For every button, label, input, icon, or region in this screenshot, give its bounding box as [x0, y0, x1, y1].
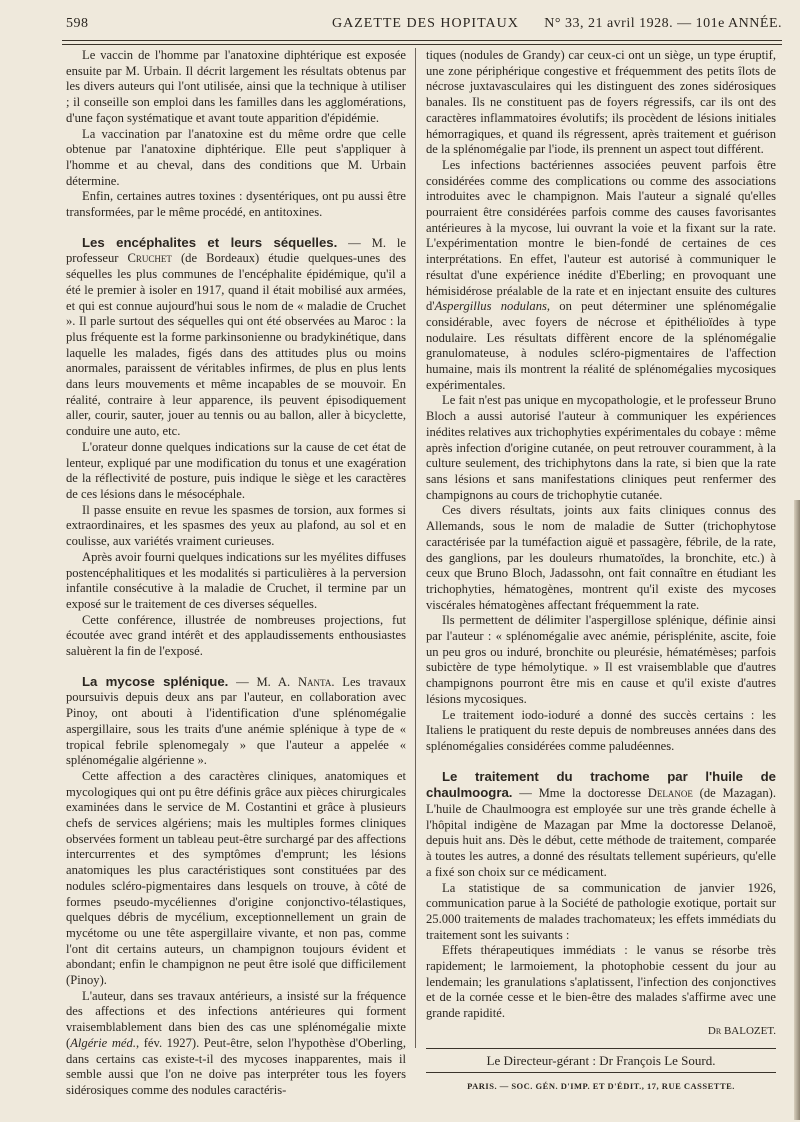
right-column [426, 48, 776, 1095]
section-intro: — M. le professeur [66, 235, 406, 266]
paragraph: La statistique de sa communication de janvier 1926, communication parue à la Société de pathologie exotique, portait sur 25.000 traitements de malades trachomateux; les effets immédiats du traitement sont les suivants : [426, 880, 776, 942]
paragraph: Effets thérapeutiques immédiats : le vanus se résorbe très rapidement; le larmoiement, la photophobie cessent du jour au lendemain; les granulations s'aplatissent, l'infection des conjonctives et de la cornée cesse et le bien-être des malades s'affirme avec une grande rapidité. [426, 943, 776, 1021]
page-edge-shadow [794, 500, 800, 1120]
section-trachome [426, 769, 776, 881]
left-column [66, 48, 406, 1099]
paragraph: L'orateur donne quelques indications sur la cause de cet état de lenteur, expliqué par une modification du tonus et une exagération de la réflectivité de posture, puis indique le siège et les caractères de ces lésions dans le mésocéphale. [66, 439, 406, 501]
paragraph-text: , on peut déterminer une splénomégalie considérable, avec foyers de nécrose et épithélioïdes à type nodulaire. Les résultats diffèrent encore de la splénomégalie granulomateuse, à nodules scléro-pigmentaires de l'affection humaine, mais ils montrent la réalité de splénomégalies mycosiques expérimentales. [426, 299, 776, 392]
footer-rule-thin [426, 1072, 776, 1073]
paragraph-text: . Les travaux poursuivis depuis deux ans par l'auteur, en collaboration avec Pinoy, ont abouti à l'identification d'une splénomégalie aspergillaire, sous les traits d'une anémie splénique à type de « tropical febrile splenomegaly » que l'auteur a appelée « splénomégalie algérienne ». [66, 674, 406, 768]
citation: Algérie méd. [70, 1035, 136, 1050]
header-rule-thin [62, 44, 782, 45]
paragraph: Enfin, certaines autres toxines : dysentériques, ont pu aussi être transformées, par le même procédé, en antitoxines. [66, 189, 406, 220]
footer-rule [426, 1048, 776, 1049]
paragraph-text: L'auteur, dans ses travaux antérieurs, a insisté sur la fréquence des affections et des infections antérieures qui forment vraisemblablement dans bien des cas une splénomégalie mixte ( [66, 988, 406, 1050]
section-title: Le traitement du trachome par l'huile de chaulmoogra. [426, 768, 776, 801]
paragraph [66, 989, 406, 1099]
author-name: Cruchet [127, 251, 172, 266]
section-intro: — Mme la doctoresse [512, 786, 648, 801]
paragraph: Cette affection a des caractères cliniques, anatomiques et mycologiques qui ont pu être définis grâce aux pièces chirurgicales examinées dans le service de M. Costantini et grâce à plusieurs chefs de services algériens; mais les multiples formes cliniques observées forment un tableau peut-être surchargé par des affections intercurrentes et des symptômes d'emprunt; les lésions anatomiques les plus caractéristiques sont constituées par des nodules scléro-pigmentaires dans lesquels on trouve, à côté de formes pseudo-mycéliennes d'origine conjonctivo-télastiques, quelques débris de mycélium, exceptionnellement un grain de mycétome ou une tête aspergillaire vivante, et non pas, comme l'ont dit certains auteurs, un champignon toujours évident et abondant; enfin le champignon ne peut être isolé que difficilement (Pinoy). [66, 768, 406, 988]
issue-info: N° 33, 21 avril 1928. — 101e ANNÉE. [544, 16, 782, 31]
author-name: Nanta [297, 674, 332, 689]
paragraph: Il passe ensuite en revue les spasmes de torsion, aux formes si extraordinaires, et les spasmes des yeux au plafond, au sol et en coulisse, aux variétés vraiment curieuses. [66, 502, 406, 549]
header-rule [62, 40, 782, 41]
footer-printer: PARIS. — SOC. GÉN. D'IMP. ET D'ÉDIT., 17, RUE CASSETTE. [467, 1081, 735, 1092]
paragraph: Après avoir fourni quelques indications sur les myélites diffuses postencéphalitiques et les modalités si particulières à la perversion infantile consécutive à la maladie de Cruchet, il termine par un exposé sur le traitement de ces diverses séquelles. [66, 549, 406, 611]
paragraph-text: Les infections bactériennes associées peuvent parfois être considérées comme des complications ou comme des associations introduites avec le champignon. Mais l'auteur a signalé qu'elles pourraient être considérées parfois comme des causes favorisantes antérieures à la mycose, lui ouvrant la voie et la fixant sur la rate. L'expérimentation montre le bien-fondé de certaines de ces interprétations. En effet, l'auteur est autorisé à communiquer le résultat d'une expérience inédite d'Eberling; en provoquant une hémisidérose préalable de la rate et en injectant ensuite des cultures d' [426, 157, 776, 314]
page-number: 598 [66, 16, 89, 31]
paragraph [426, 158, 776, 394]
paragraph: Le vaccin de l'homme par l'anatoxine diphtérique est exposée ensuite par M. Urbain. Il décrit largement les résultats obtenus par les divers auteurs qui l'ont utilisée, ainsi que la technique à utiliser ; il conseille son emploi dans les familles dans les agglomérations, d'une façon systématique et avant toute apparition d'épidémie. [66, 48, 406, 125]
page-header [62, 14, 782, 36]
section-title: Les encéphalites et leurs séquelles. [82, 234, 338, 250]
column-divider [415, 48, 416, 1048]
species-name: Aspergillus nodulans [434, 299, 547, 314]
paragraph: Ces divers résultats, joints aux faits cliniques connus des Allemands, sous le nom de maladie de Sutter (trichophytose caractérisée par la tuméfaction aiguë et passagère, fébrile, de la rate, des ganglions, par les douleurs rhumatoïdes, la bronchite, etc.) à ceux que Bruno Bloch, Jadassohn, ont fait connaître en étudiant les trichophyties, hématogènes, montrent qu'il existe des mycoses viscérales hématogènes affectant fréquemment la rate. [426, 503, 776, 612]
paragraph: Ils permettent de délimiter l'aspergillose splénique, définie ainsi par l'auteur : « splénomégalie avec anémie, périsplénite, ascite, foie un peu gros ou induré, bronchite ou pleurésie, hématémèses; parfois subictère de type hémolytique. » Il est vraisemblable que d'autres champignons pourront être mis en cause et qu'il existe d'autres lésions mycosiques. [426, 613, 776, 706]
author-name: Delanoe [647, 786, 693, 801]
paragraph: Cette conférence, illustrée de nombreuses projections, fut écoutée avec grand intérêt et des applaudissements enthousiastes saluèrent la fin de l'exposé. [66, 612, 406, 659]
journal-title: GAZETTE DES HOPITAUX [332, 16, 519, 31]
paragraph-text: (de Bordeaux) étudie quelques-unes des séquelles les plus communes de l'encéphalite épidémique, qu'il a été le premier à isoler en 1917, quand il était mobilisé aux armées, et qui est connue aujourd'hui sous le nom de « maladie de Cruchet ». Il parle surtout des séquelles qui ont été observées au Maroc : la plus fréquente est la forme parkinsonienne ou bradykinétique, dans laquelle les malades, figés dans des attitudes plus ou moins anormales, paraissent de véritables infirmes, de plus en plus lents dans leurs mouvements et même incapables de se mouvoir. En réalité, contraire à leur apparence, ils peuvent épisodiquement aller, courir, sauter, jouer au tennis ou au ballon, aller à bicyclette, conduire une auto, etc. [66, 251, 406, 439]
section-mycose [66, 674, 406, 769]
paragraph: Le fait n'est pas unique en mycopathologie, et le professeur Bruno Bloch a aussi autorisé l'auteur à communiquer les expériences inédites relatives aux trichophyties expérimentales du cobaye : même après infection d'origine cutanée, on peut retrouver couramment, à la culture seulement, des trichiphytons dans la rate, si bien que la rate sans lésions et sans manifestations cliniques peut renfermer des champignons au cours de trichophytie cutanée. [426, 393, 776, 502]
section-intro: — M. A. [228, 674, 298, 689]
section-title: La mycose splénique. [82, 673, 229, 689]
paragraph: Le traitement iodo-ioduré a donné des succès certains : les Italiens le pratiquent du reste depuis de nombreuses années dans des splénomégalies considérées comme paludéennes. [426, 707, 776, 753]
section-encephalites [66, 235, 406, 440]
paragraph-text: (de Mazagan). L'huile de Chaulmoogra est employée sur une très grande échelle à l'hôpital indigène de Mazagan par Mme la doctoresse Delanoë, depuis huit ans. Dès le début, cette méthode de traitement, comparée à toutes les autres, a donné des résultats tellement supérieurs, qu'elle a fixé son choix sur ce médicament. [426, 786, 776, 879]
paragraph: La vaccination par l'anatoxine est du même ordre que celle obtenue par l'anatoxine diphtérique. Elle peut s'appliquer à l'homme et au cheval, dans des conditions que M. Urbain détermine. [66, 126, 406, 188]
footer-director: Le Directeur-gérant : Dr François Le Sourd. [486, 1052, 716, 1068]
paragraph: tiques (nodules de Grandy) car ceux-ci ont un siège, un type éruptif, une zone périphérique congestive et fréquemment des petits îlots de nécrose juxtavasculaires qui les distinguent des zones sidérosiques banales. Ils ne constituent pas de foyers régressifs, car ils ont des caractères inflammatoires évolutifs; ils procèdent de lésions initiales hémorragiques, et quand ils régressent, après traitement et guérison de la splénomégalie par l'iode, ils prennent un aspect tout différent. [426, 48, 776, 157]
signature: Dr BALOZET. [707, 1024, 776, 1037]
paragraph-text: , fév. 1927). Peut-être, selon l'hypothèse d'Oberling, dans certains cas existe-t-il des mycoses inapparentes, mais il semble aussi que l'on ne doive pas interpréter tous les foyers sidérosiques comme des nodules caractéris- [66, 1035, 406, 1097]
